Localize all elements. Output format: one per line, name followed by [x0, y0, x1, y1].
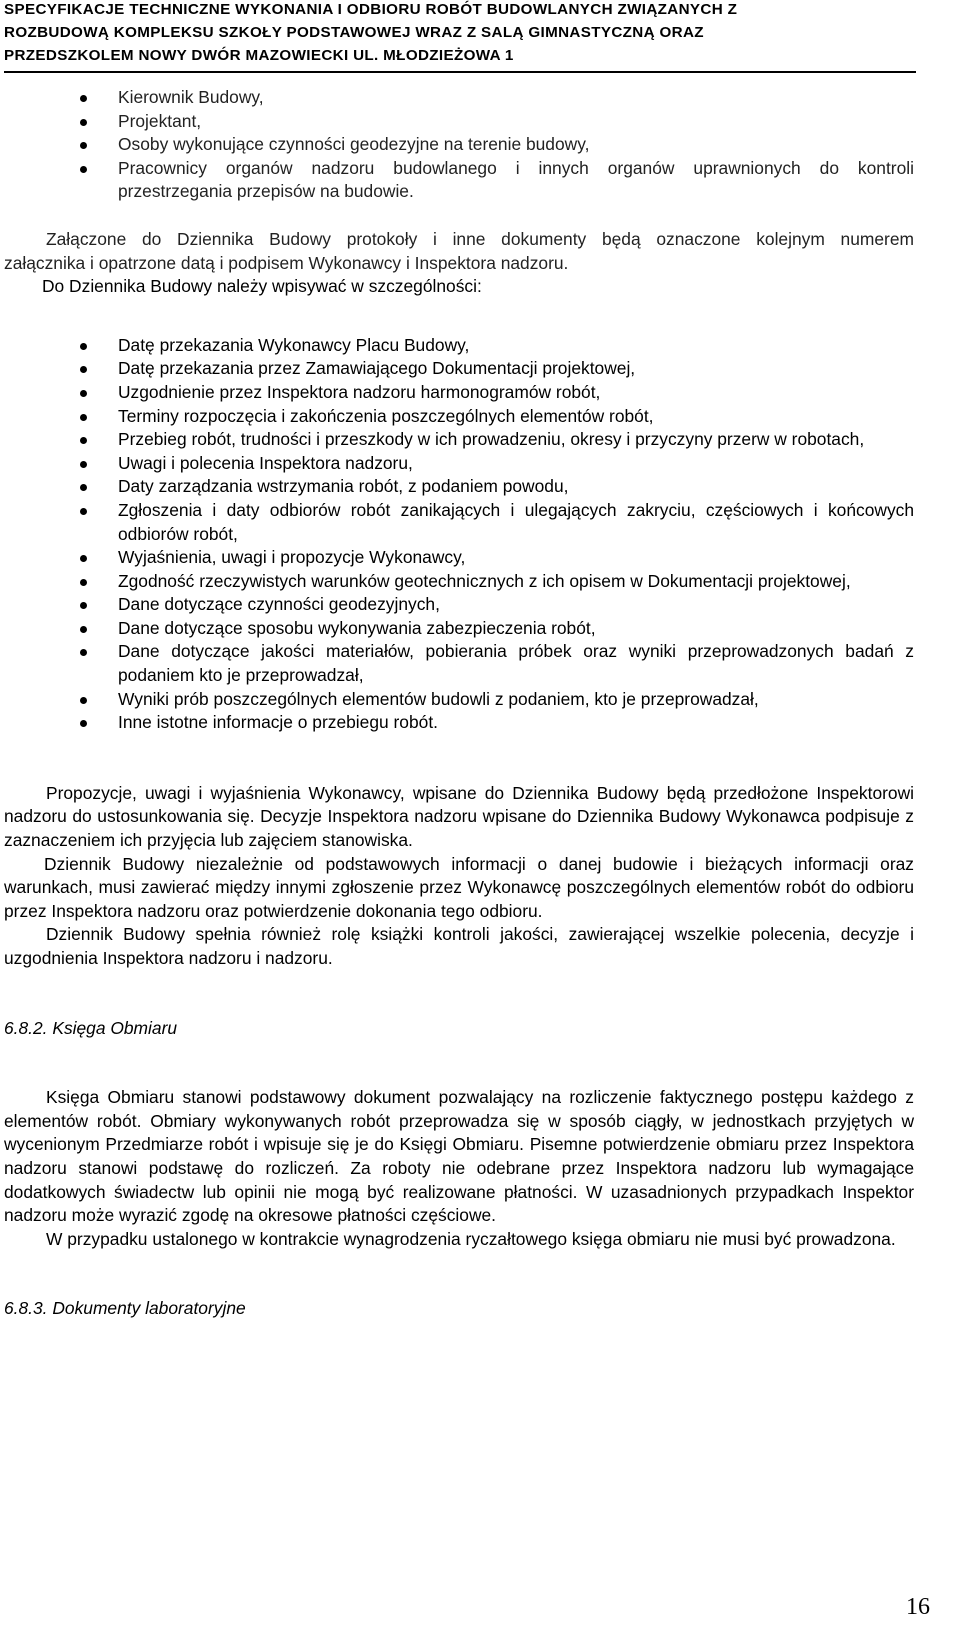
diary-entries-intro: Do Dziennika Budowy należy wpisywać w szczególności: [42, 276, 482, 297]
header-line-2: ROZBUDOWĄ KOMPLEKSU SZKOŁY PODSTAWOWEJ WRAZ Z SALĄ GIMNASTYCZNĄ ORAZ [4, 24, 704, 41]
bullet-icon [80, 366, 87, 373]
header-line-3: PRZEDSZKOLEM NOWY DWÓR MAZOWIECKI UL. MŁODZIEŻOWA 1 [4, 47, 514, 64]
list-item: Kierownik Budowy, [4, 86, 914, 110]
list-item: Zgłoszenia i daty odbiorów robót zanikających i ulegających zakryciu, częściowych i końcowych odbiorów robót, [4, 499, 914, 546]
attachments-paragraph: Załączone do Dziennika Budowy protokoły i inne dokumenty będą oznaczone kolejnym numerem [46, 228, 914, 249]
list-item: Datę przekazania Wykonawcy Placu Budowy, [4, 334, 914, 358]
diary-contents-paragraph: Dziennik Budowy niezależnie od podstawowych informacji o danej budowie i bieżących informacji oraz warunkach, musi zawierać między innymi zgłoszenie przez Wykonawcę poszczególnych elementów robót do odbioru przez Inspektora nadzoru oraz potwierdzenie dokonania tego odbioru. [4, 853, 914, 921]
list-item: Zgodność rzeczywistych warunków geotechnicznych z ich opisem w Dokumentacji projektowej, [4, 570, 914, 594]
attachments-paragraph-cont: załącznika i opatrzone datą i podpisem Wykonawcy i Inspektora nadzoru. [4, 252, 569, 273]
authorized-persons-list [4, 86, 914, 204]
list-item: Projektant, [4, 110, 914, 134]
list-item: Inne istotne informacje o przebiegu robót. [4, 711, 914, 735]
bullet-icon [80, 437, 87, 444]
bullet-icon [80, 166, 87, 173]
list-item: Przebieg robót, trudności i przeszkody w ich prowadzeniu, okresy i przyczyny przerw w robotach, [4, 428, 914, 452]
section-heading-6-8-3: 6.8.3. Dokumenty laboratoryjne [4, 1298, 246, 1319]
list-item: Terminy rozpoczęcia i zakończenia poszczególnych elementów robót, [4, 405, 914, 429]
header-divider [4, 71, 916, 73]
bullet-icon [80, 508, 87, 515]
bullet-icon [80, 142, 87, 149]
list-item: Datę przekazania przez Zamawiającego Dokumentacji projektowej, [4, 357, 914, 381]
list-item: Wyjaśnienia, uwagi i propozycje Wykonawcy, [4, 546, 914, 570]
header-line-1: SPECYFIKACJE TECHNICZNE WYKONANIA I ODBIORU ROBÓT BUDOWLANYCH ZWIĄZANYCH Z [4, 1, 738, 18]
list-item: Dane dotyczące czynności geodezyjnych, [4, 593, 914, 617]
bullet-icon [80, 602, 87, 609]
bullet-icon [80, 579, 87, 586]
list-item: Uwagi i polecenia Inspektora nadzoru, [4, 452, 914, 476]
page-header [4, 0, 924, 67]
bullet-icon [80, 95, 87, 102]
bullet-icon [80, 720, 87, 727]
page-number: 16 [906, 1594, 930, 1620]
quality-book-paragraph: Dziennik Budowy spełnia również rolę książki kontroli jakości, zawierającej wszelkie polecenia, decyzje i uzgodnienia Inspektora nadzoru i nadzoru. [4, 924, 914, 968]
bullet-icon [80, 697, 87, 704]
measurement-book-paragraph: Księga Obmiaru stanowi podstawowy dokument pozwalający na rozliczenie faktycznego postępu każdego z elementów robót. Obmiary wykonywanych robót przeprowadza się w sposób ciągły, w jednostkach przyjętych w wycenionym Przedmiarze robót i wpisuje się je do Księgi Obmiaru. Pisemne potwierdzenie obmiaru przez Inspektora nadzoru stanowi podstawę do rozliczeń. Za roboty nie odebrane przez Inspektora nadzoru lub wymagające dodatkowych świadectw lub opinii nie mogą być realizowane płatności. W uzasadnionych przypadkach Inspektor nadzoru może wyrazić zgodę na okresowe płatności częściowe. [4, 1087, 914, 1226]
bullet-icon [80, 555, 87, 562]
bullet-icon [80, 626, 87, 633]
proposals-paragraph: Propozycje, uwagi i wyjaśnienia Wykonawcy, wpisane do Dziennika Budowy będą przedłożone Inspektorowi nadzoru do ustosunkowania się. Decyzje Inspektora nadzoru wpisane do Dziennika Budowy Wykonawca podpisuje z zaznaczeniem ich przyjęcia lub zajęciem stanowiska. [4, 782, 914, 851]
bullet-icon [80, 343, 87, 350]
diary-entries-list [4, 334, 914, 735]
bullet-icon [80, 390, 87, 397]
lump-sum-paragraph: W przypadku ustalonego w kontrakcie wynagrodzenia ryczałtowego księga obmiaru nie musi być prowadzona. [46, 1228, 896, 1249]
bullet-icon [80, 414, 87, 421]
list-item: Daty zarządzania wstrzymania robót, z podaniem powodu, [4, 475, 914, 499]
section-heading-6-8-2: 6.8.2. Księga Obmiaru [4, 1017, 178, 1038]
list-item: Uzgodnienie przez Inspektora nadzoru harmonogramów robót, [4, 381, 914, 405]
list-item-continuation: przestrzegania przepisów na budowie. [118, 181, 414, 202]
bullet-icon [80, 461, 87, 468]
bullet-icon [80, 119, 87, 126]
list-item: Wyniki prób poszczególnych elementów budowli z podaniem, kto je przeprowadzał, [4, 688, 914, 712]
page-content [4, 86, 914, 1321]
bullet-icon [80, 484, 87, 491]
list-item: Dane dotyczące sposobu wykonywania zabezpieczenia robót, [4, 617, 914, 641]
bullet-icon [80, 649, 87, 656]
list-item: Pracownicy organów nadzoru budowlanego i innych organów uprawnionych do kontroli [4, 157, 914, 181]
list-item: Osoby wykonujące czynności geodezyjne na terenie budowy, [4, 133, 914, 157]
list-item: Dane dotyczące jakości materiałów, pobierania próbek oraz wyniki przeprowadzonych badań z podaniem kto je przeprowadzał, [4, 640, 914, 687]
